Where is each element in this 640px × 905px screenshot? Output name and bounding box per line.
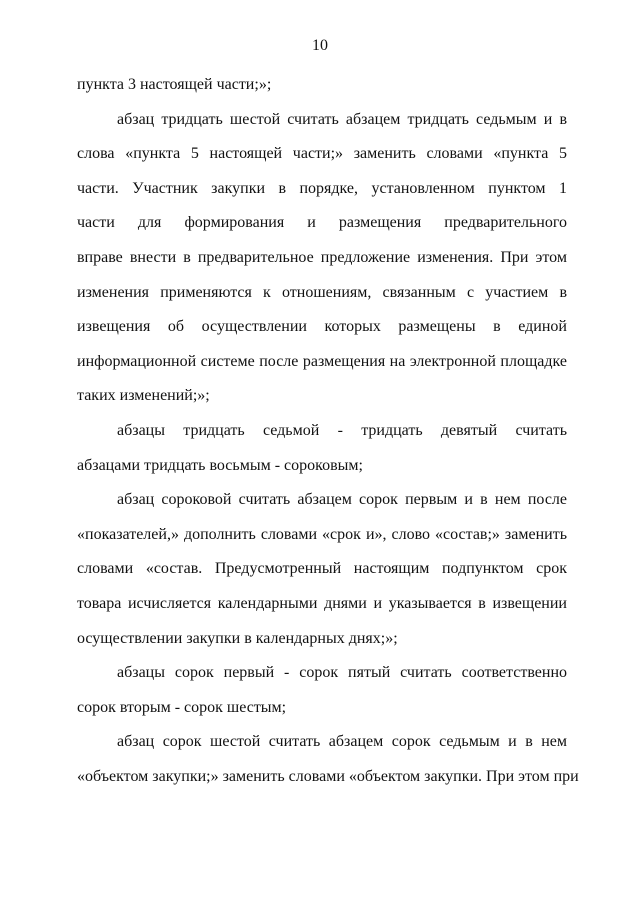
paragraph: [77, 103, 567, 414]
document-body: [77, 68, 579, 794]
text-line: абзацы сорок первый - сорок пятый считать соответственно: [117, 664, 567, 682]
text-line: сорок вторым - сорок шестым;: [77, 698, 287, 716]
text-line: абзац сорок шестой считать абзацем сорок седьмым и в нем: [117, 733, 567, 751]
text-line: абзац сороковой считать абзацем сорок первым и в нем после: [117, 491, 567, 509]
text-line: вправе внести в предварительное предложение изменения. При этом: [77, 248, 567, 266]
text-line: абзацами тридцать восьмым - сороковым;: [77, 456, 363, 474]
text-line: осуществлении закупки в календарных днях;»;: [77, 629, 398, 647]
text-line: товара исчисляется календарными днями и указывается в извещении: [77, 594, 567, 612]
text-line: абзац тридцать шестой считать абзацем тридцать седьмым и в: [117, 110, 567, 128]
text-line: изменения применяются к отношениям, связанным с участием в: [77, 283, 567, 301]
text-line: абзацы тридцать седьмой - тридцать девятый считать: [117, 421, 567, 439]
text-line: информационной системе после размещения на электронной площадке: [77, 352, 567, 370]
paragraph: [77, 414, 567, 483]
paragraph: [77, 725, 579, 794]
text-line: «объектом закупки;» заменить словами «объектом закупки. При этом при: [77, 767, 579, 785]
text-line: пункта 3 настоящей части;»;: [77, 76, 272, 93]
text-line: извещения об осуществлении которых размещены в единой: [77, 318, 567, 336]
paragraph: [77, 68, 567, 103]
text-line: части. Участник закупки в порядке, установленном пунктом 1: [77, 179, 567, 197]
paragraph: [77, 656, 567, 725]
page-number: 10: [312, 37, 328, 54]
text-line: словами «состав. Предусмотренный настоящим подпунктом срок: [77, 560, 567, 578]
paragraph: [77, 483, 567, 656]
text-line: «показателей,» дополнить словами «срок и», слово «состав;» заменить: [77, 525, 567, 543]
text-line: таких изменений;»;: [77, 387, 210, 405]
text-line: слова «пункта 5 настоящей части;» заменить словами «пункта 5: [77, 145, 567, 163]
text-line: части для формирования и размещения предварительного: [77, 214, 567, 232]
